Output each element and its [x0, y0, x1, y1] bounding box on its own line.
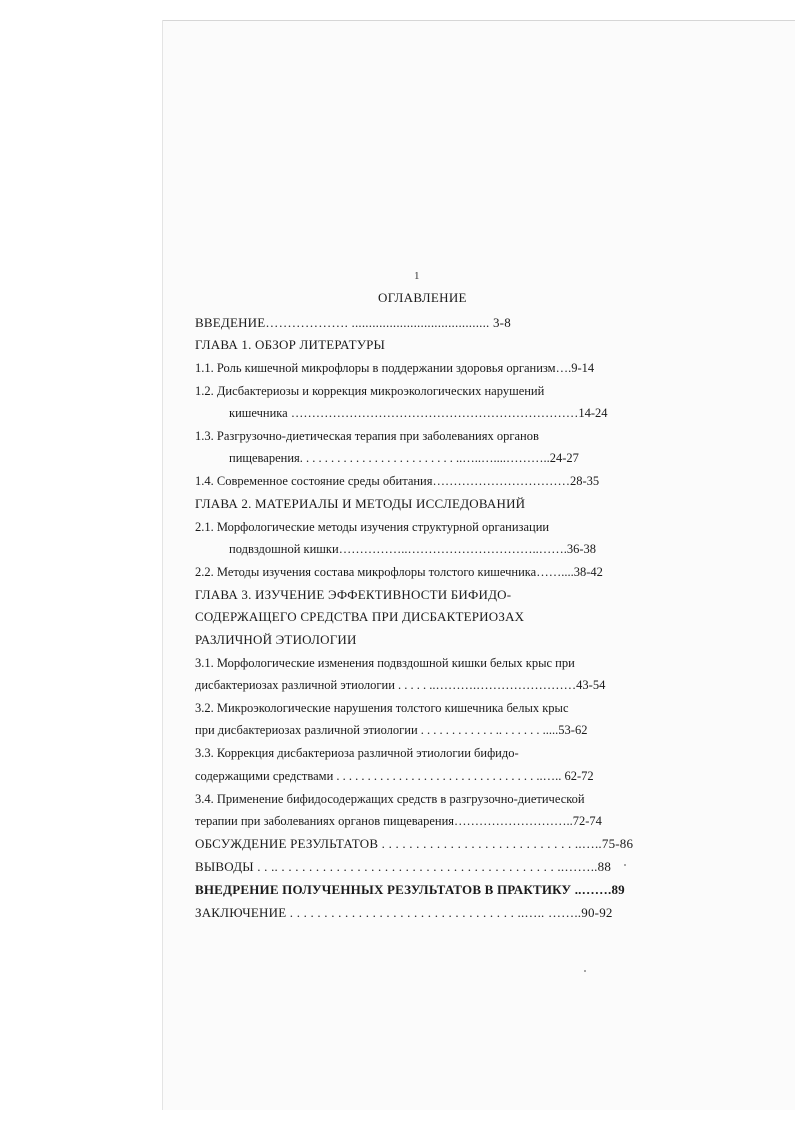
toc-line-summary: ЗАКЛЮЧЕНИЕ . . . . . . . . . . . . . . . . . . . . . . . . . . . . . . . . . ..….. ……..90-92: [195, 905, 613, 920]
toc-line-conclusions: ВЫВОДЫ . . .. . . . . . . . . . . . . . . . . . . . . . . . . . . . . . . . . . . . . . . . . ..……..88: [195, 859, 612, 874]
toc-line-chapter-1: ГЛАВА 1. ОБЗОР ЛИТЕРАТУРЫ: [195, 337, 386, 352]
toc-line-3-2-cont: при дисбактериозах различной этиологии . . . . . . . . . . . . .. . . . . . . .....53-62: [195, 723, 588, 737]
toc-line-2-1-cont: подвздошной кишки……………..…………………………..…….36-38: [229, 542, 596, 556]
page-edge-top: [162, 20, 795, 21]
toc-line-3-4: 3.4. Применение бифидосодержащих средств в разгрузочно-диетической: [195, 792, 585, 806]
toc-line-2-1: 2.1. Морфологические методы изучения структурной организации: [195, 520, 550, 534]
toc-line-chapter-3: ГЛАВА 3. ИЗУЧЕНИЕ ЭФФЕКТИВНОСТИ БИФИДО-: [195, 587, 512, 602]
scan-speck: [584, 970, 586, 972]
toc-line-3-3: 3.3. Коррекция дисбактериоза различной этиологии бифидо-: [195, 746, 519, 760]
toc-line-3-1-cont: дисбактериозах различной этиологии . . . . . ..……….……………………43-54: [195, 678, 606, 692]
toc-line-1-4: 1.4. Современное состояние среды обитания……………………………28-35: [195, 474, 600, 488]
toc-line-chapter-3-cont-2: РАЗЛИЧНОЙ ЭТИОЛОГИИ: [195, 632, 357, 647]
scan-speck: [624, 864, 626, 866]
toc-line-1-3: 1.3. Разгрузочно-диетическая терапия при заболеваниях органов: [195, 429, 539, 443]
toc-line-1-1: 1.1. Роль кишечной микрофлоры в поддержании здоровья организм….9-14: [195, 361, 595, 375]
toc-line-3-2: 3.2. Микроэкологические нарушения толстого кишечника белых крыс: [195, 701, 569, 715]
toc-line-3-3-cont: содержащими средствами . . . . . . . . . . . . . . . . . . . . . . . . . . . . . . . . ..….. 62-72: [195, 769, 594, 783]
toc-line-1-3-cont: пищеварения. . . . . . . . . . . . . . . . . . . . . . . . . ..…..…....………..24-27: [229, 451, 579, 465]
toc-line-chapter-3-cont-1: СОДЕРЖАЩЕГО СРЕДСТВА ПРИ ДИСБАКТЕРИОЗАХ: [195, 609, 525, 624]
toc-line-3-4-cont: терапии при заболеваниях органов пищеварения………………………..72-74: [195, 814, 602, 828]
toc-line-chapter-2: ГЛАВА 2. МАТЕРИАЛЫ И МЕТОДЫ ИССЛЕДОВАНИЙ: [195, 496, 526, 511]
page-number: 1: [414, 270, 420, 282]
toc-line-1-2: 1.2. Дисбактериозы и коррекция микроэкологических нарушений: [195, 384, 545, 398]
toc-line-2-2: 2.2. Методы изучения состава микрофлоры толстого кишечника……....38-42: [195, 565, 603, 579]
toc-line-discussion: ОБСУЖДЕНИЕ РЕЗУЛЬТАТОВ . . . . . . . . . . . . . . . . . . . . . . . . . . . . ..…..75-86: [195, 836, 634, 851]
toc-title: ОГЛАВЛЕНИЕ: [378, 290, 467, 305]
page-edge-left: [162, 20, 163, 1110]
toc-line-implementation: ВНЕДРЕНИЕ ПОЛУЧЕННЫХ РЕЗУЛЬТАТОВ В ПРАКТИКУ ..…….89: [195, 882, 625, 897]
toc-line-1-2-cont: кишечника ……………………………………………………………14-24: [229, 406, 608, 420]
toc-line-introduction: ВВЕДЕНИЕ………………. ........................................ 3-8: [195, 315, 511, 330]
toc-line-3-1: 3.1. Морфологические изменения подвздошной кишки белых крыс при: [195, 656, 575, 670]
